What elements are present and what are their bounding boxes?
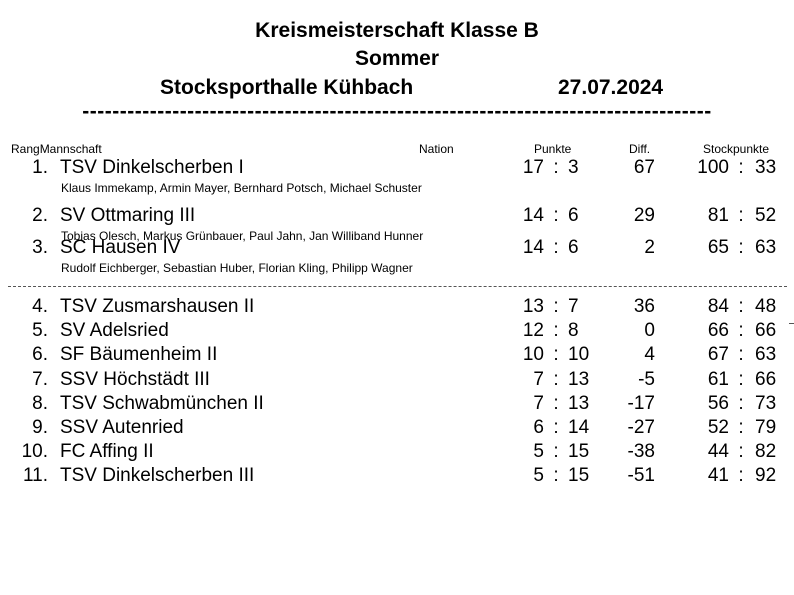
stockpoints-colon: : [738, 441, 744, 462]
stockpoints-colon: : [738, 157, 744, 178]
rank: 10. [21, 441, 48, 462]
points-colon: : [553, 157, 559, 178]
points-for: 14 [522, 205, 544, 226]
points-against: 15 [568, 441, 590, 462]
stockpoints-colon: : [738, 237, 744, 258]
separator-line: ------------------------------------------------------------------------------------ [82, 100, 712, 123]
player-names: Rudolf Eichberger, Sebastian Huber, Florian Kling, Philipp Wagner [61, 261, 413, 275]
rank: 8. [32, 393, 48, 414]
stockpoints-for: 65 [707, 237, 729, 258]
date: 27.07.2024 [558, 76, 664, 99]
team-name: SSV Autenried [60, 417, 184, 438]
title-line-1: Kreismeisterschaft Klasse B [255, 19, 539, 42]
stockpoints-colon: : [738, 296, 744, 317]
column-stockpoints: Stockpunkte [703, 142, 770, 156]
stockpoints-colon: : [738, 417, 744, 438]
team-name: FC Affing II [60, 441, 154, 462]
points-for: 17 [522, 157, 544, 178]
rank: 6. [32, 344, 48, 365]
goal-difference: 2 [644, 237, 655, 258]
stockpoints-against: 33 [755, 157, 777, 178]
points-colon: : [553, 205, 559, 226]
stockpoints-against: 82 [755, 441, 777, 462]
points-against: 7 [568, 296, 579, 317]
stockpoints-colon: : [738, 344, 744, 365]
column-points: Punkte [534, 142, 572, 156]
points-for: 6 [533, 417, 544, 438]
rank: 5. [32, 320, 48, 341]
goal-difference: 0 [644, 320, 655, 341]
team-name: SV Adelsried [60, 320, 169, 341]
player-names: Klaus Immekamp, Armin Mayer, Bernhard Potsch, Michael Schuster [61, 181, 422, 195]
stockpoints-colon: : [738, 205, 744, 226]
goal-difference: -27 [627, 417, 655, 438]
points-colon: : [553, 296, 559, 317]
points-colon: : [553, 237, 559, 258]
stockpoints-for: 56 [707, 393, 729, 414]
stockpoints-against: 66 [755, 369, 777, 390]
stockpoints-colon: : [738, 369, 744, 390]
points-against: 6 [568, 205, 579, 226]
divider [8, 286, 787, 287]
team-name: TSV Zusmarshausen II [60, 296, 255, 317]
stockpoints-for: 44 [707, 441, 729, 462]
stockpoints-for: 100 [697, 157, 729, 178]
rank: 11. [22, 465, 48, 486]
points-colon: : [553, 369, 559, 390]
team-name: SSV Höchstädt III [60, 369, 210, 390]
rank: 7. [32, 369, 48, 390]
stockpoints-against: 52 [755, 205, 777, 226]
points-for: 7 [533, 393, 544, 414]
points-colon: : [553, 320, 559, 341]
goal-difference: -38 [627, 441, 655, 462]
stockpoints-against: 73 [755, 393, 777, 414]
stockpoints-for: 67 [707, 344, 729, 365]
goal-difference: 29 [633, 205, 655, 226]
rank: 3. [32, 237, 48, 258]
points-colon: : [553, 441, 559, 462]
points-colon: : [553, 465, 559, 486]
stockpoints-for: 61 [707, 369, 729, 390]
stockpoints-against: 63 [755, 344, 777, 365]
points-colon: : [553, 417, 559, 438]
goal-difference: 4 [644, 344, 655, 365]
points-for: 14 [522, 237, 544, 258]
goal-difference: -5 [638, 369, 655, 390]
points-for: 10 [522, 344, 544, 365]
stockpoints-against: 92 [755, 465, 777, 486]
stockpoints-for: 84 [707, 296, 729, 317]
points-for: 12 [522, 320, 544, 341]
points-against: 3 [568, 157, 579, 178]
stockpoints-against: 63 [755, 237, 777, 258]
team-name: SV Ottmaring III [60, 205, 196, 226]
points-colon: : [553, 393, 559, 414]
points-against: 14 [568, 417, 590, 438]
goal-difference: -51 [627, 465, 655, 486]
venue: Stocksporthalle Kühbach [160, 76, 414, 99]
points-colon: : [553, 344, 559, 365]
points-for: 5 [533, 441, 544, 462]
team-name: TSV Dinkelscherben I [60, 157, 244, 178]
points-against: 15 [568, 465, 590, 486]
stockpoints-colon: : [738, 393, 744, 414]
stockpoints-for: 66 [707, 320, 729, 341]
stockpoints-for: 81 [707, 205, 729, 226]
stockpoints-for: 52 [707, 417, 729, 438]
column-nation: Nation [419, 142, 454, 156]
points-against: 13 [568, 393, 590, 414]
team-name: SC Hausen IV [60, 237, 181, 258]
stockpoints-colon: : [738, 465, 744, 486]
rank: 4. [32, 296, 48, 317]
points-against: 10 [568, 344, 590, 365]
points-against: 8 [568, 320, 579, 341]
points-for: 5 [533, 465, 544, 486]
rank: 9. [32, 417, 48, 438]
title-line-2: Sommer [354, 47, 440, 70]
edge-mark [789, 323, 794, 324]
team-name: TSV Schwabmünchen II [60, 393, 264, 414]
stockpoints-colon: : [738, 320, 744, 341]
team-name: TSV Dinkelscherben III [60, 465, 255, 486]
points-for: 7 [533, 369, 544, 390]
rank: 1. [32, 157, 48, 178]
column-rank-team: RangMannschaft [11, 142, 102, 156]
stockpoints-for: 41 [707, 465, 729, 486]
player-names: Tobias Olesch, Markus Grünbauer, Paul Jahn, Jan Williband Hunner [61, 229, 424, 243]
stockpoints-against: 79 [755, 417, 777, 438]
column-diff: Diff. [629, 142, 651, 156]
goal-difference: -17 [627, 393, 655, 414]
points-against: 6 [568, 237, 579, 258]
stockpoints-against: 66 [755, 320, 777, 341]
points-for: 13 [522, 296, 544, 317]
rank: 2. [32, 205, 48, 226]
points-against: 13 [568, 369, 590, 390]
team-name: SF Bäumenheim II [60, 344, 218, 365]
goal-difference: 67 [633, 157, 655, 178]
stockpoints-against: 48 [755, 296, 777, 317]
goal-difference: 36 [633, 296, 655, 317]
